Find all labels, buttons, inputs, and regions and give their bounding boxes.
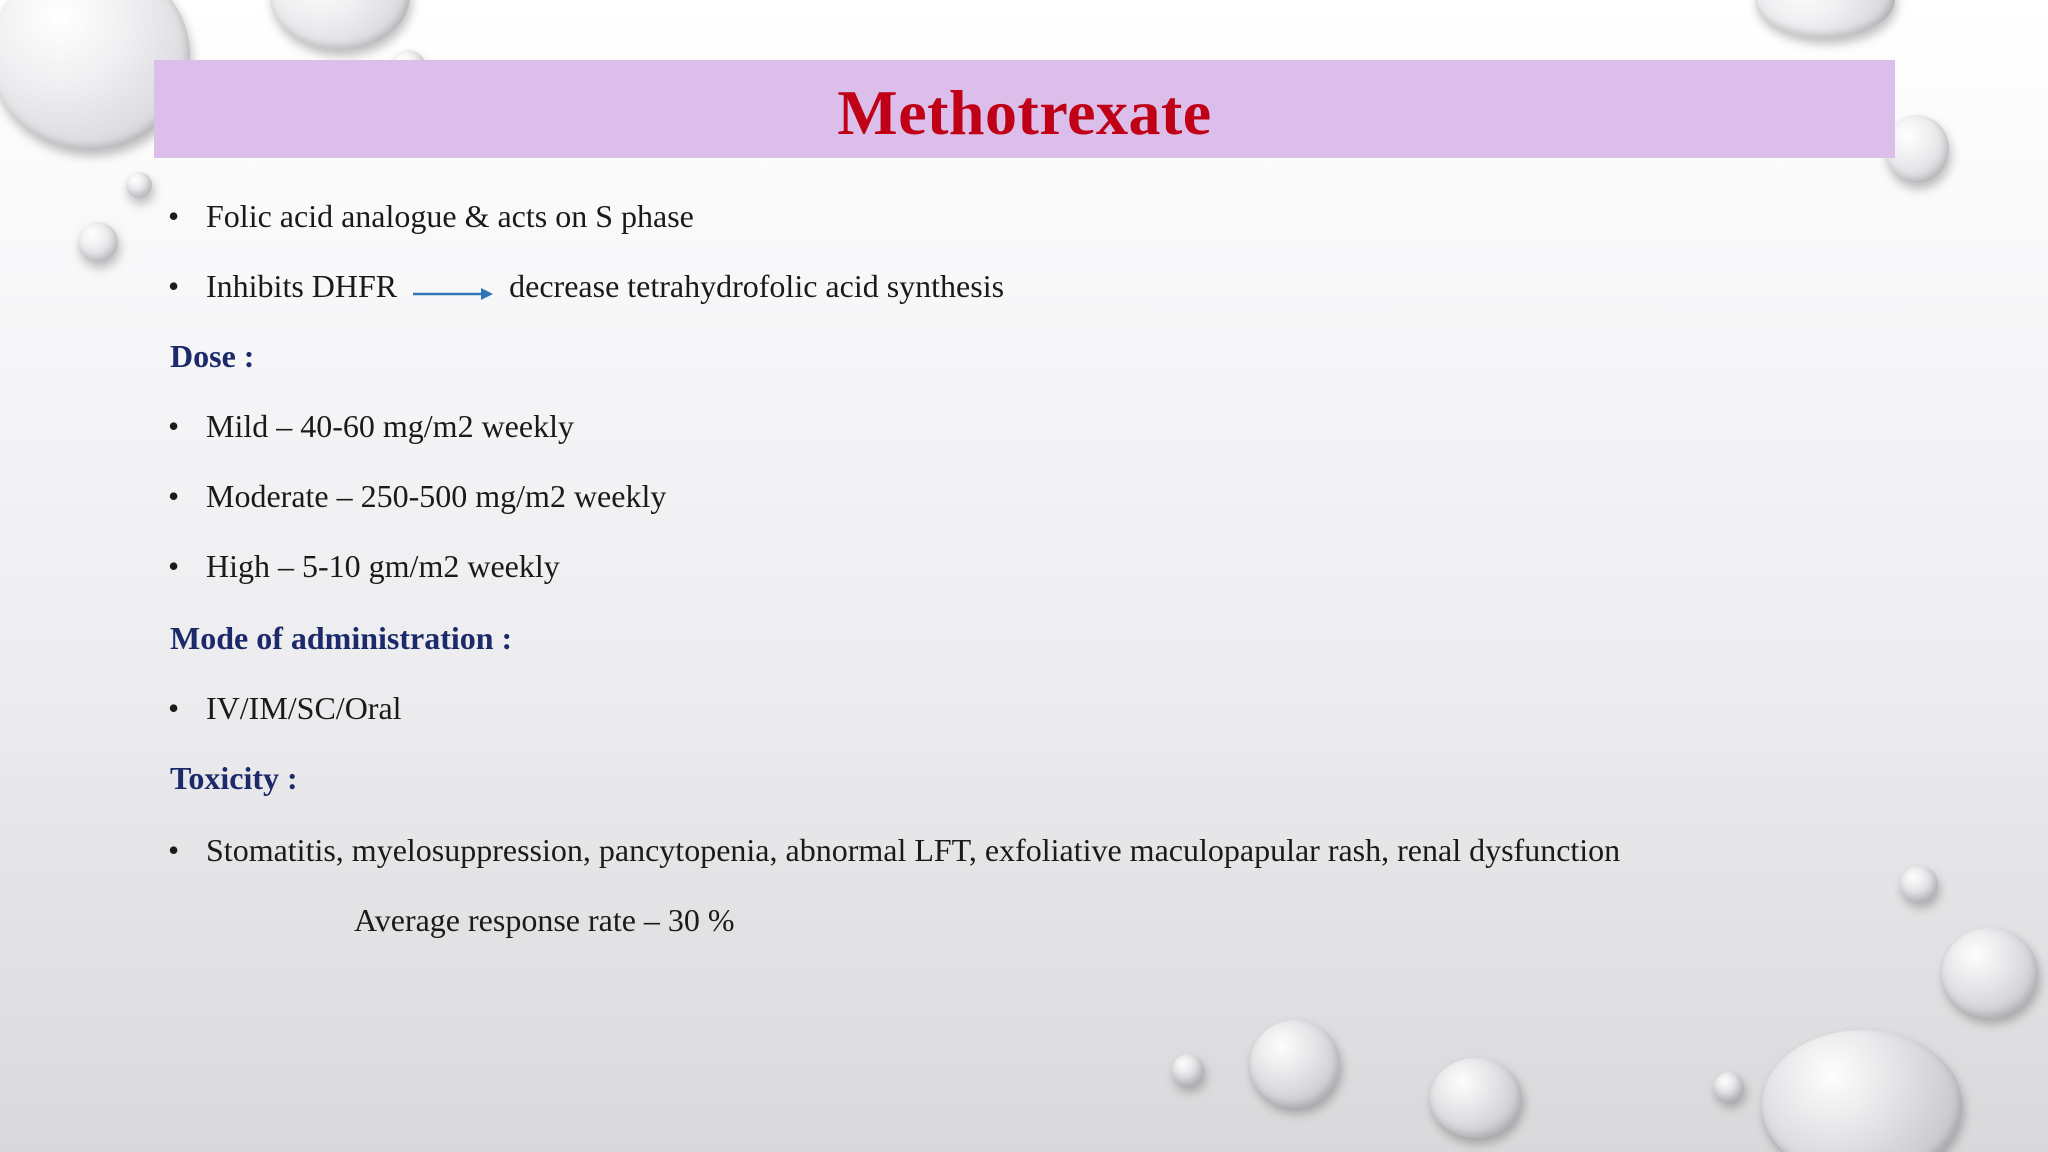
response-rate: Average response rate – 30 %	[354, 902, 735, 938]
water-drop-decoration	[1250, 1020, 1340, 1108]
dose-item	[168, 546, 560, 586]
water-drop-decoration	[1762, 1030, 1962, 1152]
bullet-dot: •	[168, 548, 180, 584]
bullet-dot: •	[168, 832, 180, 868]
water-drop-decoration	[1900, 866, 1938, 902]
water-drop-decoration	[126, 172, 152, 198]
bullet-dot: •	[168, 408, 180, 444]
dhfr-text: Inhibits DHFR	[206, 268, 398, 304]
water-drop-decoration	[1942, 928, 2038, 1018]
dose-text: High – 5-10 gm/m2 weekly	[206, 548, 560, 584]
dhfr-effect-text: decrease tetrahydrofolic acid synthesis	[509, 268, 1005, 304]
bullet-dot: •	[168, 198, 180, 234]
water-drop-decoration	[78, 222, 118, 262]
water-drop-decoration	[1755, 0, 1895, 38]
water-drop-decoration	[270, 0, 410, 50]
bullet-text: Folic acid analogue & acts on S phase	[206, 198, 694, 234]
bullet-item	[168, 196, 694, 236]
water-drop-decoration	[1172, 1054, 1204, 1086]
dose-item	[168, 476, 666, 516]
mode-item	[168, 688, 402, 728]
bullet-dot: •	[168, 268, 180, 304]
toxicity-item	[168, 830, 1620, 870]
water-drop-decoration	[1430, 1058, 1522, 1138]
water-drop-decoration	[1714, 1072, 1744, 1102]
slide-title: Methotrexate	[837, 77, 1212, 148]
dose-text: Mild – 40-60 mg/m2 weekly	[206, 408, 574, 444]
toxicity-heading: Toxicity :	[170, 760, 298, 796]
toxicity-text: Stomatitis, myelosuppression, pancytopenia, abnormal LFT, exfoliative maculopapular rash, renal dysfunction	[206, 832, 1621, 868]
dose-text: Moderate – 250-500 mg/m2 weekly	[206, 478, 667, 514]
mode-heading: Mode of administration :	[170, 620, 513, 656]
bullet-dot: •	[168, 690, 180, 726]
bullet-dot: •	[168, 478, 180, 514]
mode-text: IV/IM/SC/Oral	[206, 690, 402, 726]
right-arrow-icon	[413, 270, 493, 310]
dose-heading: Dose :	[170, 338, 255, 374]
bullet-item-dhfr	[168, 266, 1004, 310]
dose-item	[168, 406, 574, 446]
title-bar	[154, 60, 1895, 158]
